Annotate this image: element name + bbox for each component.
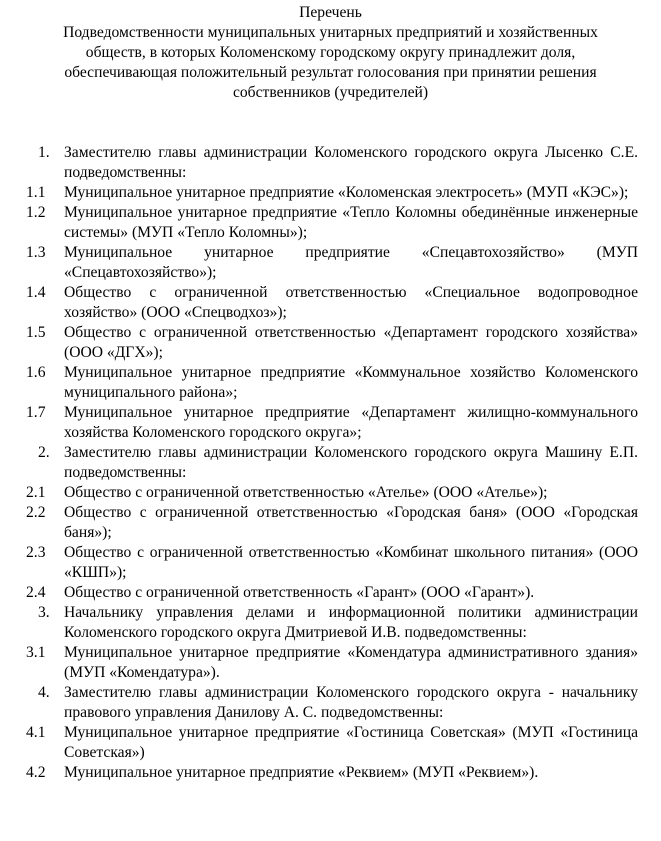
item-text: Общество с ограниченной ответственностью «Департамент городского хозяйства» (ООО «ДГХ»); <box>64 324 638 361</box>
list-item-2-4 <box>26 583 638 603</box>
item-number: 2.2 <box>26 504 46 521</box>
item-number: 1.1 <box>26 184 46 201</box>
item-text: Общество с ограниченной ответственность «Гарант» (ООО «Гарант»). <box>64 584 535 601</box>
item-number: 1.6 <box>26 364 46 381</box>
item-number: 4.2 <box>26 764 46 781</box>
item-text: Заместителю главы администрации Коломенского городского округа Лысенко С.Е. подведомственны: <box>64 144 638 181</box>
list-item-1-6 <box>26 363 638 403</box>
list-item-2-2 <box>26 503 638 543</box>
list-item-3 <box>26 603 638 643</box>
list-item-3-1 <box>26 643 638 683</box>
list-item-4-1 <box>26 723 638 763</box>
item-number: 3. <box>38 604 50 621</box>
list-item-1-3 <box>26 243 638 283</box>
list-item-2 <box>26 443 638 483</box>
item-text: Общество с ограниченной ответственностью «Ателье» (ООО «Ателье»); <box>64 484 548 501</box>
item-text: Общество с ограниченной ответственностью «Комбинат школьного питания» (ООО «КШП»); <box>64 544 638 581</box>
item-text: Муниципальное унитарное предприятие «Коломенская электросеть» (МУП «КЭС»); <box>64 184 629 201</box>
list-item-4 <box>26 683 638 723</box>
list-item-2-1 <box>26 483 638 503</box>
heading-line-1: Подведомственности муниципальных унитарных предприятий и хозяйственных <box>63 24 598 41</box>
document-heading <box>20 3 641 103</box>
item-number: 1.4 <box>26 284 46 301</box>
list-item-1-2 <box>26 203 638 243</box>
item-text: Общество с ограниченной ответственностью «Специальное водопроводное хозяйство» (ООО «Спецводхоз»); <box>64 284 638 321</box>
list-item-1-4 <box>26 283 638 323</box>
item-text: Муниципальное унитарное предприятие «Тепло Коломны обединённые инженерные системы» (МУП «Тепло Коломны»); <box>64 204 638 241</box>
item-text: Муниципальное унитарное предприятие «Спецавтохозяйство» (МУП «Спецавтохозяйство»); <box>64 244 638 281</box>
list-item-4-2 <box>26 763 638 783</box>
item-text: Муниципальное унитарное предприятие «Коммунальное хозяйство Коломенского муниципального района»; <box>64 364 638 401</box>
heading-line-4: собственников (учредителей) <box>232 84 429 101</box>
item-number: 1.3 <box>26 244 46 261</box>
item-number: 4.1 <box>26 724 46 741</box>
item-text: Начальнику управления делами и информационной политики администрации Коломенского городского округа Дмитриевой И.В. подведомственны: <box>64 604 638 641</box>
item-text: Муниципальное унитарное предприятие «Комендатура административного здания» (МУП «Комендатура»). <box>64 644 638 681</box>
heading-title: Перечень <box>299 4 362 21</box>
heading-line-2: обществ, в которых Коломенскому городскому округу принадлежит доля, <box>85 44 576 61</box>
item-text: Муниципальное унитарное предприятие «Гостиница Советская» (МУП «Гостиница Советская») <box>64 724 638 761</box>
list-item-2-3 <box>26 543 638 583</box>
list-item-1-1 <box>26 183 638 203</box>
item-number: 1. <box>38 144 50 161</box>
item-number: 3.1 <box>26 644 46 661</box>
item-number: 2.4 <box>26 584 46 601</box>
item-number: 2.3 <box>26 544 46 561</box>
subordination-list <box>26 143 638 783</box>
heading-line-3: обеспечивающая положительный результат голосования при принятии решения <box>64 64 597 81</box>
list-item-1 <box>26 143 638 183</box>
item-number: 2. <box>38 444 50 461</box>
item-text: Муниципальное унитарное предприятие «Реквием» (МУП «Реквием»). <box>64 764 539 781</box>
item-number: 2.1 <box>26 484 46 501</box>
item-text: Заместителю главы администрации Коломенского городского округа - начальнику правового управления Данилову А. С. подведомственны: <box>64 684 638 721</box>
item-number: 1.2 <box>26 204 46 221</box>
list-item-1-7 <box>26 403 638 443</box>
item-text: Заместителю главы администрации Коломенского городского округа Машину Е.П. подведомственны: <box>64 444 638 481</box>
item-text: Муниципальное унитарное предприятие «Департамент жилищно-коммунального хозяйства Коломенского городского округа»; <box>64 404 638 441</box>
list-item-1-5 <box>26 323 638 363</box>
item-number: 1.7 <box>26 404 46 421</box>
item-number: 1.5 <box>26 324 46 341</box>
item-number: 4. <box>38 684 50 701</box>
item-text: Общество с ограниченной ответственностью «Городская баня» (ООО «Городская баня»); <box>64 504 638 541</box>
